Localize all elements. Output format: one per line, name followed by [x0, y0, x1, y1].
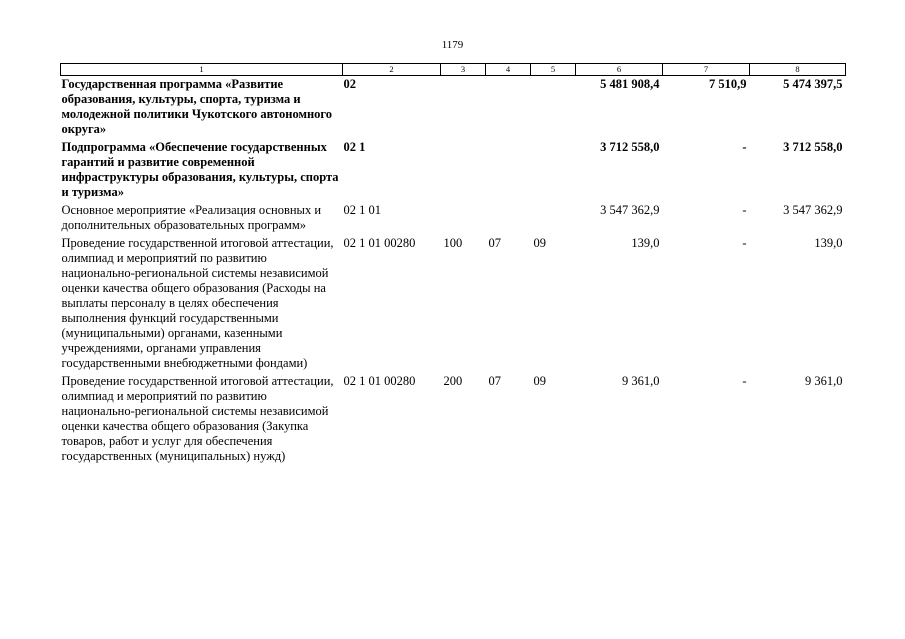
row-name: Основное мероприятие «Реализация основных и дополнительных образовательных программ» [61, 203, 322, 232]
table-row [61, 202, 846, 235]
row-col8: 3 712 558,0 [783, 140, 843, 154]
row-col6: 3 712 558,0 [600, 140, 660, 154]
row-subsection: 09 [533, 374, 546, 388]
header-col-8: 8 [750, 64, 846, 76]
row-col7: - [742, 374, 747, 388]
row-name: Проведение государственной итоговой аттестации, олимпиад и мероприятий по развитию национально-региональной системы независимой оценки качества общего образования (Расходы на выплаты персоналу в целях обеспечения выполнения функций государственными (муниципальными) органами, казенными учреждениями, органами управления государственными внебюджетными фондами) [61, 236, 334, 370]
table-header [61, 64, 846, 76]
row-section [486, 76, 531, 140]
row-name: Проведение государственной итоговой аттестации, олимпиад и мероприятий по развитию национально-региональной системы независимой оценки качества общего образования (Закупка товаров, работ и услуг для обеспечения государственных (муниципальных) нужд) [61, 374, 334, 463]
row-section [486, 139, 531, 202]
row-subsection: 09 [533, 236, 546, 250]
header-col-2: 2 [343, 64, 441, 76]
row-group [441, 76, 486, 140]
row-col6: 3 547 362,9 [600, 203, 660, 217]
table-row [61, 139, 846, 202]
page-number: 1179 [441, 39, 464, 51]
row-col7: 7 510,9 [709, 77, 747, 91]
header-col-7: 7 [663, 64, 750, 76]
row-col6: 9 361,0 [622, 374, 660, 388]
row-subsection [531, 76, 576, 140]
row-col7: - [742, 236, 747, 250]
row-group [441, 139, 486, 202]
table-body [61, 76, 846, 467]
header-col-5: 5 [531, 64, 576, 76]
row-section: 07 [488, 374, 501, 388]
row-section [486, 202, 531, 235]
row-col8: 9 361,0 [805, 374, 843, 388]
table-row [61, 76, 846, 140]
header-col-6: 6 [576, 64, 663, 76]
row-col8: 5 474 397,5 [783, 77, 843, 91]
row-name: Подпрограмма «Обеспечение государственных гарантий и развитие современной инфраструктуры образования, культуры, спорта и туризма» [61, 140, 339, 199]
row-code: 02 1 [343, 140, 366, 154]
header-col-3: 3 [441, 64, 486, 76]
table-row [61, 235, 846, 373]
row-code: 02 1 01 00280 [343, 236, 416, 250]
row-group: 200 [443, 374, 463, 388]
row-subsection [531, 202, 576, 235]
row-col7: - [742, 203, 747, 217]
row-col6: 139,0 [631, 236, 660, 250]
row-col8: 3 547 362,9 [783, 203, 843, 217]
row-code: 02 1 01 [343, 203, 381, 217]
row-name: Государственная программа «Развитие образования, культуры, спорта, туризма и молодежной политики Чукотского автономного округа» [61, 77, 333, 136]
row-col8: 139,0 [814, 236, 843, 250]
row-section: 07 [488, 236, 501, 250]
row-code: 02 [343, 77, 356, 91]
header-col-1: 1 [61, 64, 343, 76]
row-col6: 5 481 908,4 [600, 77, 660, 91]
header-row [61, 64, 846, 76]
row-col7: - [742, 140, 747, 154]
budget-table [60, 63, 846, 466]
table-row [61, 373, 846, 466]
row-group: 100 [443, 236, 463, 250]
row-subsection [531, 139, 576, 202]
row-group [441, 202, 486, 235]
row-code: 02 1 01 00280 [343, 374, 416, 388]
header-col-4: 4 [486, 64, 531, 76]
